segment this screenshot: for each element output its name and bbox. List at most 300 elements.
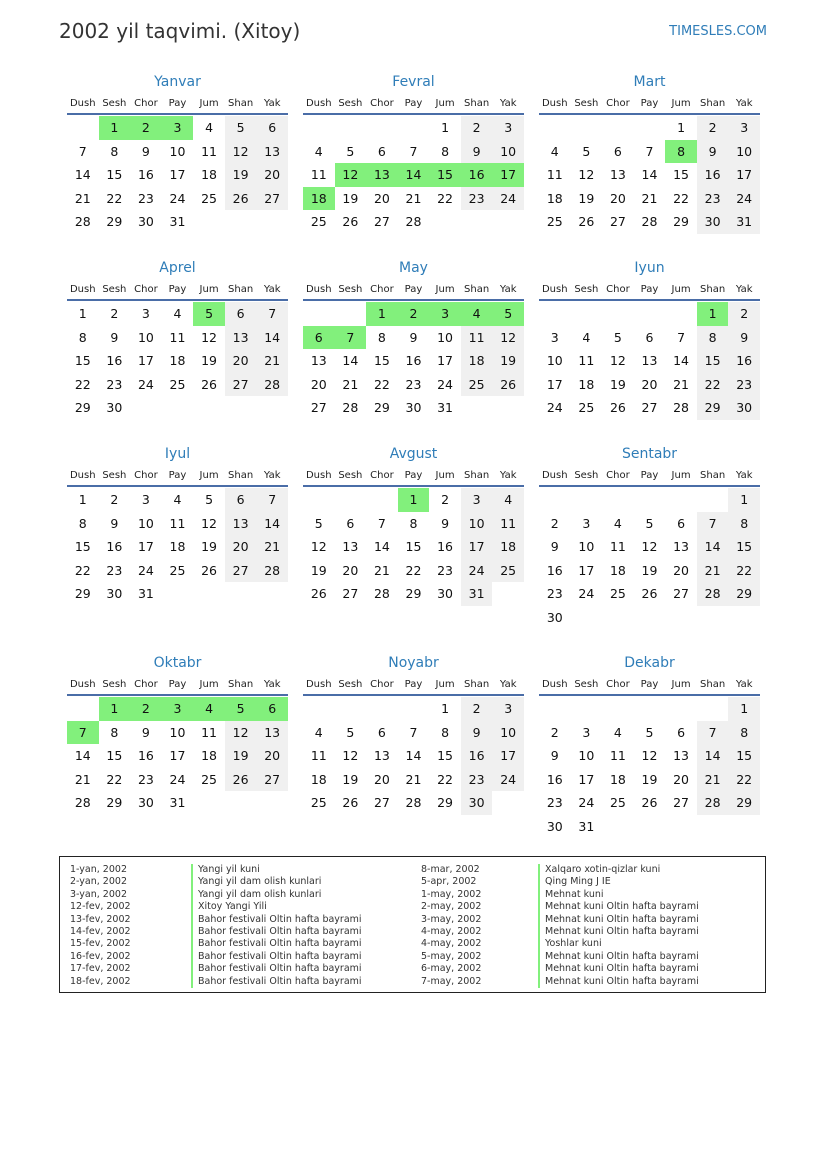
day-cell: 2 [550, 515, 559, 531]
weekday-label: Pay [404, 470, 423, 481]
day-cell: 11 [310, 167, 327, 182]
day-cell: 26 [342, 214, 359, 229]
day-cell: 4 [193, 697, 225, 721]
day-cell: 2 [110, 492, 119, 507]
day-cell: 9 [461, 721, 493, 745]
day-cell: 6 [256, 697, 288, 721]
weekday-label: Shan [464, 98, 490, 109]
weekday-label: Yak [263, 679, 281, 690]
weekday-label: Sesh [574, 98, 599, 109]
day-cell: 22 [405, 562, 422, 578]
day-cell: 17 [578, 562, 595, 578]
day-cell: 17 [169, 748, 186, 763]
day-cell: 23 [106, 376, 123, 392]
day-cell: 4 [461, 302, 493, 326]
weekday-header [303, 677, 524, 696]
weekday-label: Jum [435, 98, 455, 109]
weekday-label: Chor [134, 679, 158, 690]
weekday-label: Pay [168, 284, 187, 295]
day-cell: 18 [201, 748, 217, 763]
weekday-label: Sesh [338, 98, 363, 109]
weekday-label: Sesh [102, 679, 127, 690]
month-fevral [303, 73, 524, 260]
day-cell: 26 [641, 795, 658, 810]
weekday-label: Yak [499, 470, 517, 481]
weekday-label: Chor [370, 284, 394, 295]
day-cell: 26 [641, 586, 658, 601]
day-cell: 16 [728, 349, 760, 373]
weekday-label: Yak [735, 98, 753, 109]
day-cell: 22 [728, 768, 760, 792]
weekday-label: Chor [606, 679, 630, 690]
day-cell: 11 [609, 748, 626, 763]
day-cell: 22 [74, 376, 91, 392]
day-cell: 7 [377, 515, 386, 531]
day-cell: 9 [141, 143, 150, 159]
weekday-label: Jum [199, 470, 219, 481]
weekday-label: Shan [228, 679, 254, 690]
page-title: 2002 yil taqvimi. (Xitoy) [59, 19, 301, 43]
days-grid [539, 697, 760, 841]
day-cell: 9 [461, 140, 493, 164]
day-cell: 10 [169, 143, 186, 159]
day-cell: 5 [225, 697, 257, 721]
legend-holiday-name: Yoshlar kuni [538, 938, 699, 950]
day-cell: 10 [578, 748, 595, 763]
day-cell: 1 [99, 697, 131, 721]
day-cell: 2 [441, 492, 450, 507]
day-cell: 11 [546, 167, 563, 182]
days-grid [67, 116, 288, 260]
weekday-label: Sesh [338, 470, 363, 481]
day-cell: 23 [461, 768, 493, 792]
day-cell: 15 [373, 353, 390, 368]
day-cell: 31 [728, 210, 760, 234]
day-cell: 27 [373, 795, 390, 810]
day-cell: 19 [609, 376, 626, 392]
day-cell: 14 [342, 353, 359, 368]
legend-holiday-name: Mehnat kuni Oltin hafta bayrami [538, 976, 699, 988]
day-cell: 18 [169, 539, 186, 554]
legend-right-names [538, 864, 699, 988]
day-cell: 7 [645, 143, 654, 159]
day-cell: 29 [74, 586, 91, 601]
legend-date: 13-fev, 2002 [70, 913, 131, 925]
weekday-label: Pay [168, 470, 187, 481]
day-cell: 30 [405, 400, 422, 415]
day-cell: 30 [461, 791, 493, 815]
day-cell: 24 [492, 768, 524, 792]
day-cell: 28 [405, 214, 422, 229]
legend-date: 17-fev, 2002 [70, 963, 131, 975]
weekday-label: Dush [541, 98, 568, 109]
legend-holiday-name: Mehnat kuni Oltin hafta bayrami [538, 914, 699, 926]
day-cell: 15 [673, 167, 689, 182]
month-noyabr [303, 654, 524, 841]
day-cell: 18 [609, 771, 626, 787]
day-cell: 21 [256, 535, 288, 559]
legend-holiday-name: Bahor festivali Oltin hafta bayrami [191, 963, 362, 975]
day-cell: 5 [645, 515, 654, 531]
day-cell: 4 [550, 143, 559, 159]
day-cell: 20 [342, 562, 359, 578]
day-cell: 8 [377, 329, 386, 345]
weekday-label: Jum [199, 98, 219, 109]
site-link[interactable]: TIMESLES.COM [669, 24, 767, 39]
day-cell: 3 [550, 329, 559, 345]
day-cell: 28 [405, 795, 422, 810]
weekday-header [303, 96, 524, 115]
day-cell: 28 [673, 400, 689, 415]
day-cell: 15 [697, 349, 729, 373]
day-cell: 8 [409, 515, 418, 531]
day-cell: 6 [677, 515, 686, 531]
day-cell: 26 [225, 187, 257, 211]
day-cell: 13 [342, 539, 359, 554]
day-cell: 19 [342, 190, 359, 206]
day-cell: 1 [697, 302, 729, 326]
day-cell: 20 [641, 376, 658, 392]
day-cell: 30 [546, 609, 563, 625]
day-cell: 10 [137, 329, 154, 345]
day-cell: 10 [546, 353, 563, 368]
day-cell: 6 [377, 143, 386, 159]
weekday-label: Chor [606, 284, 630, 295]
day-cell: 23 [437, 562, 453, 578]
weekday-label: Pay [404, 98, 423, 109]
weekday-label: Sesh [574, 679, 599, 690]
day-cell: 16 [546, 771, 563, 787]
day-cell: 26 [492, 373, 524, 397]
day-cell: 20 [225, 349, 257, 373]
day-cell: 23 [728, 373, 760, 397]
day-cell: 4 [613, 724, 622, 740]
legend-date: 16-fev, 2002 [70, 950, 131, 962]
day-cell: 8 [728, 512, 760, 536]
day-cell: 13 [256, 140, 288, 164]
legend-holiday-name: Bahor festivali Oltin hafta bayrami [191, 914, 362, 926]
day-cell: 7 [67, 721, 99, 745]
day-cell: 28 [74, 214, 91, 229]
day-cell: 29 [106, 795, 123, 810]
day-cell: 21 [373, 562, 390, 578]
day-cell: 22 [373, 376, 390, 392]
days-grid [539, 488, 760, 632]
day-cell: 22 [673, 190, 689, 206]
day-cell: 23 [697, 187, 729, 211]
day-cell: 13 [673, 539, 689, 554]
day-cell: 21 [697, 768, 729, 792]
day-cell: 5 [582, 143, 591, 159]
day-cell: 12 [225, 140, 257, 164]
legend-holiday-name: Mehnat kuni Oltin hafta bayrami [538, 926, 699, 938]
weekday-label: Jum [435, 470, 455, 481]
legend-holiday-name: Yangi yil dam olish kunlari [191, 889, 362, 901]
legend-date: 1-yan, 2002 [70, 864, 127, 875]
day-cell: 5 [314, 515, 323, 531]
day-cell: 18 [310, 771, 327, 787]
day-cell: 12 [310, 539, 327, 554]
month-iyun [539, 259, 760, 446]
day-cell: 23 [461, 187, 493, 211]
day-cell: 12 [609, 353, 626, 368]
days-grid [303, 116, 524, 260]
day-cell: 6 [613, 143, 622, 159]
day-cell: 2 [398, 302, 430, 326]
day-cell: 8 [110, 143, 119, 159]
day-cell: 29 [728, 582, 760, 606]
day-cell: 28 [641, 214, 658, 229]
day-cell: 1 [728, 488, 760, 512]
day-cell: 11 [169, 329, 186, 345]
weekday-header [67, 677, 288, 696]
day-cell: 25 [461, 373, 493, 397]
legend-holiday-name: Yangi yil dam olish kunlari [191, 876, 362, 888]
day-cell: 20 [373, 771, 390, 787]
day-cell: 13 [373, 748, 390, 763]
day-cell: 30 [106, 400, 123, 415]
weekday-label: Sesh [574, 470, 599, 481]
day-cell: 16 [405, 353, 422, 368]
day-cell: 27 [673, 795, 689, 810]
day-cell: 3 [582, 515, 591, 531]
day-cell: 29 [405, 586, 422, 601]
day-cell: 5 [193, 302, 225, 326]
day-cell: 15 [429, 163, 461, 187]
day-cell: 18 [492, 535, 524, 559]
day-cell: 25 [609, 795, 626, 810]
day-cell: 26 [225, 768, 257, 792]
day-cell: 14 [373, 539, 390, 554]
day-cell: 23 [546, 795, 563, 810]
legend-left-names [191, 864, 362, 988]
day-cell: 31 [578, 818, 595, 834]
day-cell: 14 [256, 326, 288, 350]
day-cell: 18 [303, 187, 335, 211]
day-cell: 15 [437, 748, 453, 763]
day-cell: 30 [137, 214, 154, 229]
day-cell: 22 [728, 559, 760, 583]
day-cell: 28 [697, 582, 729, 606]
day-cell: 29 [373, 400, 390, 415]
weekday-label: Shan [700, 98, 726, 109]
day-cell: 11 [201, 143, 217, 159]
day-cell: 6 [377, 724, 386, 740]
weekday-label: Shan [700, 679, 726, 690]
weekday-label: Shan [464, 679, 490, 690]
month-name: Yanvar [154, 74, 201, 90]
weekday-label: Pay [640, 470, 659, 481]
day-cell: 10 [461, 512, 493, 536]
day-cell: 7 [677, 329, 686, 345]
weekday-label: Yak [499, 98, 517, 109]
day-cell: 15 [728, 535, 760, 559]
day-cell: 11 [578, 353, 595, 368]
day-cell: 23 [405, 376, 422, 392]
holiday-legend [59, 856, 766, 993]
legend-date: 6-may, 2002 [421, 963, 482, 975]
day-cell: 28 [697, 791, 729, 815]
day-cell: 28 [373, 586, 390, 601]
legend-holiday-name: Bahor festivali Oltin hafta bayrami [191, 926, 362, 938]
day-cell: 20 [256, 744, 288, 768]
month-name: Iyul [164, 446, 191, 462]
month-name: Iyun [634, 260, 665, 276]
day-cell: 15 [405, 539, 422, 554]
days-grid [539, 302, 760, 446]
day-cell: 9 [409, 329, 418, 345]
weekday-label: Shan [228, 470, 254, 481]
day-cell: 3 [582, 724, 591, 740]
day-cell: 19 [310, 562, 327, 578]
day-cell: 2 [130, 116, 162, 140]
legend-holiday-name: Yangi yil kuni [191, 864, 362, 876]
day-cell: 25 [578, 400, 595, 415]
day-cell: 4 [173, 306, 182, 321]
legend-date: 1-may, 2002 [421, 888, 482, 900]
month-sentabr [539, 445, 760, 632]
day-cell: 25 [201, 771, 217, 787]
legend-date: 2-yan, 2002 [70, 876, 127, 888]
legend-date: 18-fev, 2002 [70, 975, 131, 987]
day-cell: 14 [256, 512, 288, 536]
day-cell: 8 [441, 724, 450, 740]
day-cell: 24 [578, 586, 595, 601]
weekday-header [67, 96, 288, 115]
weekday-label: Sesh [338, 679, 363, 690]
day-cell: 29 [437, 795, 453, 810]
day-cell: 13 [225, 512, 257, 536]
day-cell: 3 [162, 697, 194, 721]
legend-date: 4-may, 2002 [421, 938, 482, 950]
legend-holiday-name: Mehnat kuni [538, 889, 699, 901]
weekday-label: Dush [69, 679, 96, 690]
day-cell: 7 [697, 721, 729, 745]
day-cell: 7 [256, 488, 288, 512]
day-cell: 31 [169, 214, 186, 229]
day-cell: 6 [256, 116, 288, 140]
day-cell: 8 [697, 326, 729, 350]
day-cell: 13 [673, 748, 689, 763]
day-cell: 22 [106, 190, 123, 206]
day-cell: 12 [201, 329, 217, 345]
day-cell: 17 [728, 163, 760, 187]
day-cell: 26 [578, 214, 595, 229]
month-name: Fevral [392, 74, 435, 90]
weekday-label: Dush [305, 98, 332, 109]
day-cell: 1 [441, 701, 450, 716]
month-aprel [67, 259, 288, 446]
weekday-label: Pay [168, 679, 187, 690]
days-grid [67, 302, 288, 446]
day-cell: 14 [398, 163, 430, 187]
days-grid [303, 302, 524, 446]
day-cell: 9 [550, 748, 559, 763]
day-cell: 9 [110, 515, 119, 531]
day-cell: 21 [74, 771, 91, 787]
weekday-label: Jum [671, 470, 691, 481]
month-yanvar [67, 73, 288, 260]
day-cell: 13 [641, 353, 658, 368]
weekday-label: Yak [735, 284, 753, 295]
day-cell: 2 [728, 302, 760, 326]
legend-holiday-name: Mehnat kuni Oltin hafta bayrami [538, 963, 699, 975]
day-cell: 14 [641, 167, 658, 182]
day-cell: 29 [106, 214, 123, 229]
day-cell: 2 [697, 116, 729, 140]
day-cell: 20 [673, 562, 689, 578]
day-cell: 2 [461, 697, 493, 721]
day-cell: 14 [697, 535, 729, 559]
weekday-label: Pay [404, 679, 423, 690]
day-cell: 29 [728, 791, 760, 815]
day-cell: 17 [492, 744, 524, 768]
weekday-label: Jum [435, 284, 455, 295]
weekday-label: Jum [199, 284, 219, 295]
day-cell: 22 [437, 771, 453, 787]
day-cell: 30 [437, 586, 453, 601]
month-name: Oktabr [153, 655, 202, 671]
weekday-header [539, 677, 760, 696]
weekday-header [303, 468, 524, 487]
weekday-label: Shan [228, 284, 254, 295]
weekday-label: Pay [168, 98, 187, 109]
day-cell: 4 [582, 329, 591, 345]
day-cell: 21 [342, 376, 359, 392]
weekday-label: Dush [69, 470, 96, 481]
days-grid [303, 697, 524, 841]
weekday-label: Sesh [102, 98, 127, 109]
weekday-label: Dush [305, 284, 332, 295]
days-grid [303, 488, 524, 632]
day-cell: 21 [405, 190, 422, 206]
day-cell: 24 [169, 190, 186, 206]
weekday-header [539, 282, 760, 301]
day-cell: 14 [74, 748, 91, 763]
month-name: May [399, 260, 428, 276]
day-cell: 28 [256, 559, 288, 583]
weekday-header [539, 468, 760, 487]
day-cell: 12 [342, 748, 359, 763]
day-cell: 24 [728, 187, 760, 211]
day-cell: 22 [106, 771, 123, 787]
day-cell: 2 [550, 724, 559, 740]
day-cell: 14 [697, 744, 729, 768]
legend-holiday-name: Mehnat kuni Oltin hafta bayrami [538, 901, 699, 913]
day-cell: 9 [110, 329, 119, 345]
legend-date: 7-may, 2002 [421, 975, 482, 987]
day-cell: 27 [225, 559, 257, 583]
day-cell: 26 [201, 376, 217, 392]
day-cell: 26 [609, 400, 626, 415]
day-cell: 23 [137, 771, 154, 787]
day-cell: 11 [310, 748, 327, 763]
month-avgust [303, 445, 524, 632]
weekday-label: Jum [199, 679, 219, 690]
weekday-label: Yak [499, 679, 517, 690]
day-cell: 16 [106, 353, 123, 368]
day-cell: 15 [728, 744, 760, 768]
day-cell: 19 [641, 562, 658, 578]
day-cell: 19 [201, 539, 217, 554]
day-cell: 21 [405, 771, 422, 787]
day-cell: 3 [461, 488, 493, 512]
day-cell: 7 [409, 724, 418, 740]
day-cell: 3 [162, 116, 194, 140]
day-cell: 8 [665, 140, 697, 164]
weekday-label: Shan [700, 284, 726, 295]
weekday-label: Yak [263, 98, 281, 109]
